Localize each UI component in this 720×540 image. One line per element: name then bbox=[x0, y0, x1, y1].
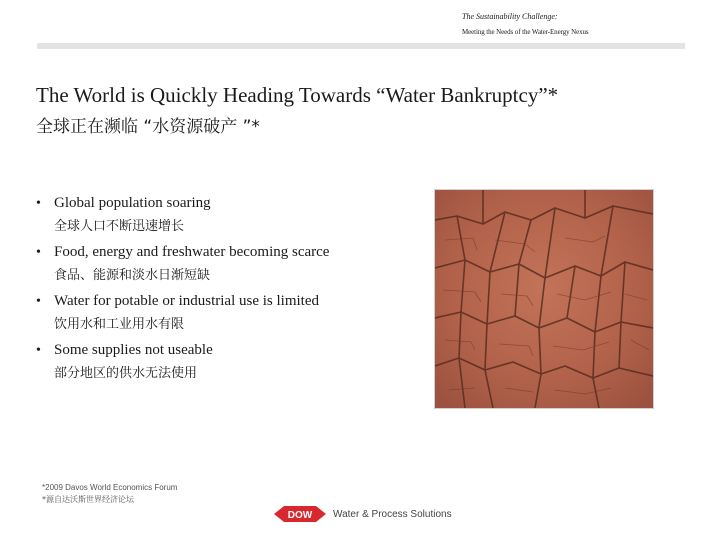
bullet-item bbox=[36, 342, 426, 391]
slide-title: The World is Quickly Heading Towards “Water Bankruptcy”* bbox=[36, 83, 559, 107]
footnote: *2009 Davos World Economics Forum bbox=[42, 483, 178, 492]
bullet-dot-icon: • bbox=[36, 294, 41, 309]
dow-logo-text: DOW bbox=[287, 510, 313, 521]
footnote-chinese: *源自达沃斯世界经济论坛 bbox=[42, 495, 134, 504]
dow-logo bbox=[272, 504, 328, 529]
footer-tagline: Water & Process Solutions bbox=[333, 509, 452, 520]
header-subtitle: Meeting the Needs of the Water-Energy Nexus bbox=[462, 28, 589, 36]
bullet-text: Some supplies not useable bbox=[54, 342, 213, 358]
bullet-text: Global population soaring bbox=[54, 195, 211, 211]
bullet-dot-icon: • bbox=[36, 245, 41, 260]
bullet-text-chinese: 食品、能源和淡水日渐短缺 bbox=[54, 268, 211, 283]
bullet-text-chinese: 饮用水和工业用水有限 bbox=[54, 317, 185, 332]
bullet-text-chinese: 部分地区的供水无法使用 bbox=[54, 366, 198, 381]
cracked-earth-image bbox=[434, 189, 654, 409]
slide-title-chinese: 全球正在濒临 “水资源破产 ”* bbox=[36, 117, 260, 137]
bullet-item bbox=[36, 244, 426, 293]
bullet-item bbox=[36, 293, 426, 342]
header-title: The Sustainability Challenge: bbox=[462, 12, 558, 21]
bullet-item bbox=[36, 195, 426, 244]
bullet-text: Food, energy and freshwater becoming scarce bbox=[54, 244, 330, 260]
bullet-dot-icon: • bbox=[36, 343, 41, 358]
bullet-text-chinese: 全球人口不断迅速增长 bbox=[54, 219, 185, 234]
bullet-list bbox=[36, 195, 426, 391]
header-divider bbox=[37, 43, 685, 49]
bullet-text: Water for potable or industrial use is limited bbox=[54, 293, 319, 309]
bullet-dot-icon: • bbox=[36, 196, 41, 211]
